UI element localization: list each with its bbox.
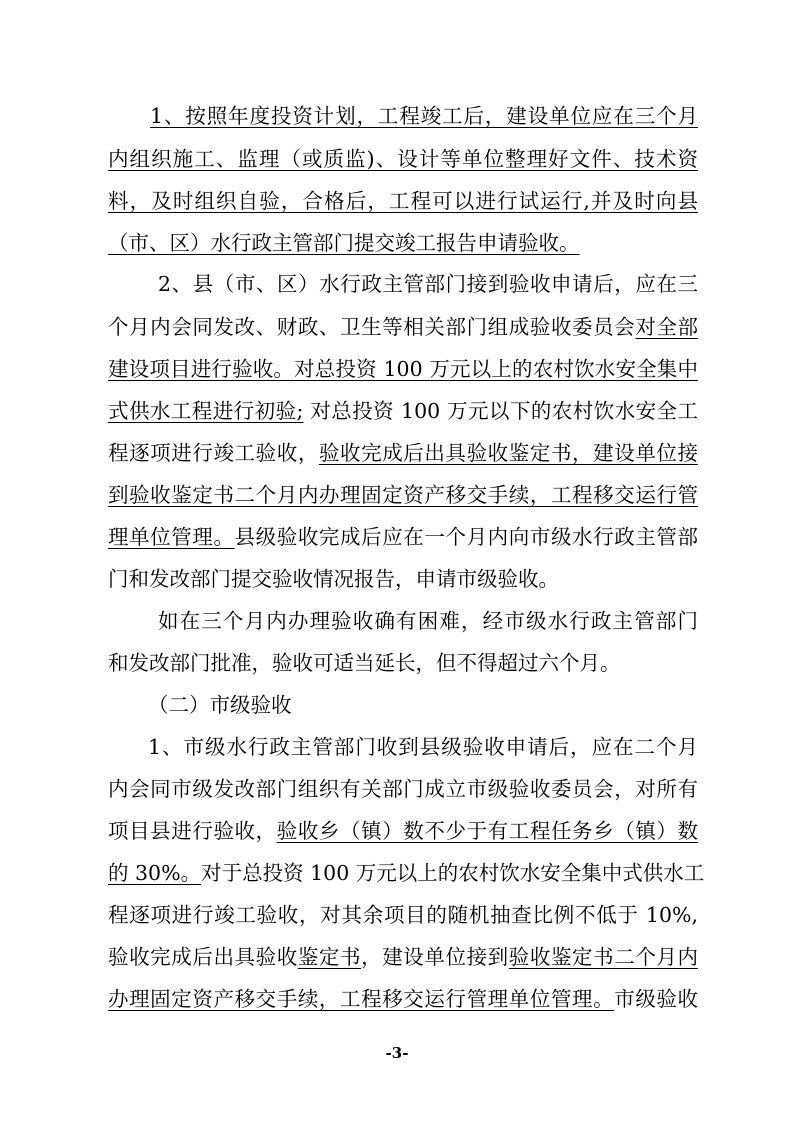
paragraph-text: 门和发改部门提交验收情况报告，申请市级验收。 — [108, 567, 559, 591]
underlined-text: 对全部 — [635, 315, 699, 339]
text-line-4 — [108, 229, 698, 257]
paragraph-text: 对于总投资 100 万元以上的农村饮水安全集中式供水工 — [201, 861, 705, 885]
text-line-6 — [108, 313, 698, 341]
paragraph-text: 对总投资 100 万元以下的农村饮水安全工 — [303, 399, 698, 423]
underlined-text: 办理固定资产移交手续，工程移交运行管理单位管理。 — [108, 987, 615, 1011]
underlined-text: 式供水工程进行初验; — [108, 399, 304, 423]
text-line-10 — [108, 481, 698, 509]
paragraph-text: 如在三个月内办理验收确有困难，经市级水行政主管部门 — [158, 609, 698, 633]
section-heading — [148, 691, 698, 719]
underlined-text: 验收乡（镇）数不少于有工程任务乡（镇）数 — [276, 819, 699, 843]
paragraph-text: 验收完成后出具验收 — [108, 945, 298, 969]
paragraph-text: 1、市级水行政主管部门收到县级验收申请后，应在二个月 — [148, 735, 698, 759]
paragraph-text: 程逐项进行竣工验收，对其余项目的随机抽查比例不低于 10%, — [108, 903, 698, 927]
paragraph-text: ，建设单位接到 — [361, 945, 509, 969]
paragraph-text: 市级验收 — [614, 987, 699, 1011]
text-line-8 — [108, 397, 698, 425]
text-line-22 — [108, 985, 698, 1013]
text-line-3 — [108, 187, 698, 215]
paragraph-text: 项目县进行验收， — [108, 819, 277, 843]
underlined-text: 鉴定书 — [297, 945, 362, 969]
text-line-13 — [158, 607, 698, 635]
heading-text: （二）市级验收 — [148, 693, 292, 717]
page-number: -3- — [385, 1044, 409, 1062]
underlined-text: 验收完成后出具验收鉴定书，建设单位接 — [318, 441, 699, 465]
text-line-21 — [108, 943, 698, 971]
text-line-12 — [108, 565, 698, 593]
text-line-2 — [108, 145, 698, 173]
underlined-text: 理单位管理。 — [108, 525, 235, 549]
underlined-text: 内组织施工、监理（或质监)、设计等单位整理好文件、技术资 — [108, 147, 698, 171]
text-line-20 — [108, 901, 698, 929]
text-line-18 — [108, 817, 698, 845]
underlined-text: （市、区）水行政主管部门提交竣工报告申请验收。 — [108, 231, 580, 255]
paragraph-text: 程逐项进行竣工验收， — [108, 441, 319, 465]
text-line-1 — [150, 102, 698, 130]
text-line-7 — [108, 355, 698, 383]
underlined-text: 料，及时组织自验，合格后，工程可以进行试运行,并及时向县 — [108, 189, 698, 213]
text-line-19 — [108, 859, 705, 887]
text-line-16 — [148, 733, 698, 761]
paragraph-text: 内会同市级发改部门组织有关部门成立市级验收委员会，对所有 — [108, 777, 698, 801]
text-line-11 — [108, 523, 698, 551]
text-line-17 — [108, 775, 698, 803]
underlined-text: 建设项目进行验收。对总投资 100 万元以上的农村饮水安全集中 — [108, 357, 698, 381]
underlined-text: 验收鉴定书二个月内 — [508, 945, 699, 969]
paragraph-text: 2、县（市、区）水行政主管部门接到验收申请后，应在三 — [158, 272, 698, 296]
text-line-9 — [108, 439, 698, 467]
paragraph-text: 个月内会同发改、财政、卫生等相关部门组成验收委员会 — [108, 315, 636, 339]
underlined-text: 到验收鉴定书二个月内办理固定资产移交手续，工程移交运行管 — [108, 483, 698, 507]
paragraph-text: 和发改部门批准，验收可适当延长，但不得超过六个月。 — [108, 651, 621, 675]
text-line-14 — [108, 649, 698, 677]
underlined-text: 1、按照年度投资计划，工程竣工后，建设单位应在三个月 — [150, 104, 698, 128]
text-line-5 — [158, 270, 698, 298]
underlined-text: 的 30%。 — [108, 861, 202, 885]
paragraph-text: 县级验收完成后应在一个月内向市级水行政主管部 — [234, 525, 699, 549]
